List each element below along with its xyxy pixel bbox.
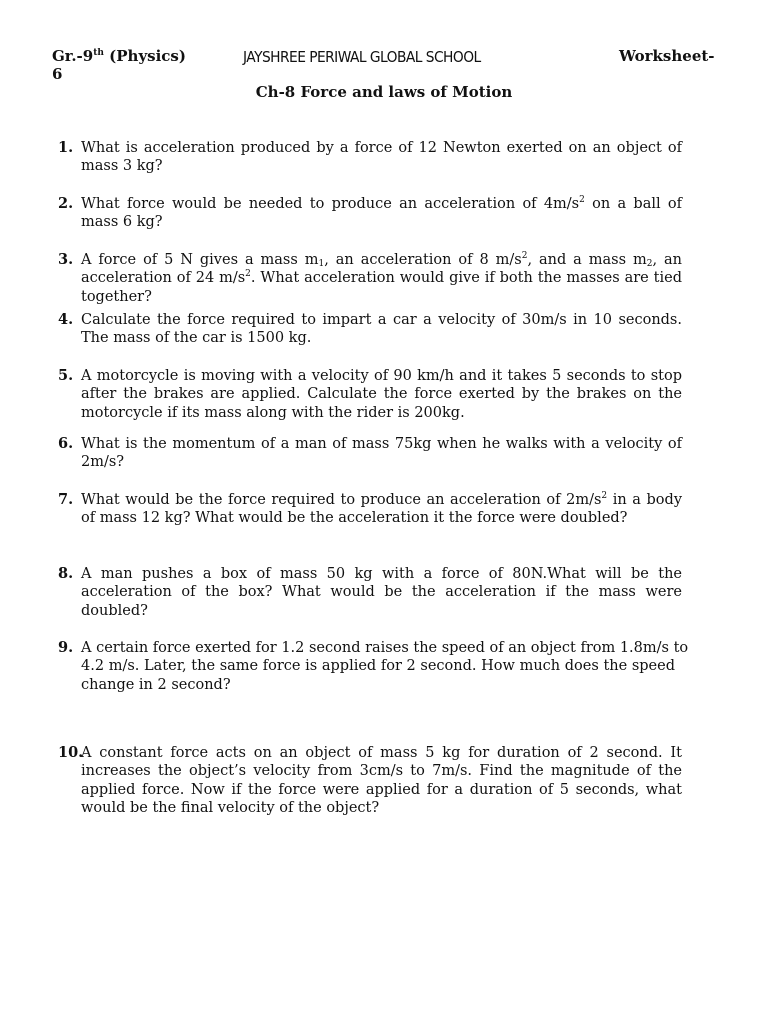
- question-number: 10.: [58, 744, 84, 761]
- question-text-part: Calculate the force required to impart a car a velocity of 30m/s in 10 seconds. The mass of the car is 1500 kg.: [81, 312, 682, 347]
- question-text-part: A man pushes a box of mass 50 kg with a force of 80N.What will be the acceleration of the box? What would be the acceleration if the mass were doubled?: [81, 566, 682, 619]
- question-text-part: , and a mass m: [527, 252, 647, 268]
- question-number: 2.: [58, 195, 74, 212]
- question-text: [81, 139, 682, 176]
- school-name: JAYSHREE PERIWAL GLOBAL SCHOOL: [243, 48, 481, 66]
- question-number: 3.: [58, 251, 74, 268]
- question-text-line: A certain force exerted for 1.2 second raises the speed of an object from 1.8m/s to: [81, 640, 689, 656]
- question-text: [81, 744, 682, 817]
- question-text-part: , an acceleration of 8 m/s: [324, 252, 522, 268]
- question-text: [81, 251, 682, 306]
- question-text: [81, 565, 682, 620]
- question-text: [81, 311, 682, 348]
- question-text-part: What would be the force required to produce an acceleration of 2m/s: [81, 492, 602, 508]
- question-text-part: What is the momentum of a man of mass 75kg when he walks with a velocity of 2m/s?: [81, 436, 682, 471]
- question-text: [81, 195, 682, 232]
- chapter-title: Ch-8 Force and laws of Motion: [255, 83, 513, 101]
- question-text-part: A force of 5 N gives a mass m: [81, 252, 319, 268]
- question-text-part: A constant force acts on an object of mass 5 kg for duration of 2 second. It increases the object’s velocity from 3cm/s to 7m/s. Find the magnitude of the applied force. Now if the force were applied for a duration of 5 seconds, what would be the final velocity of the object?: [81, 745, 682, 816]
- question-number: 5.: [58, 367, 74, 384]
- subscript: 2: [646, 259, 653, 269]
- question-number: 1.: [58, 139, 74, 156]
- question-number: 4.: [58, 311, 74, 328]
- question-text: [81, 435, 682, 472]
- grade-superscript: th: [93, 48, 104, 58]
- question-text-line: 4.2 m/s. Later, the same force is applied for 2 second. How much does the speed change in 2 second?: [81, 658, 675, 693]
- worksheet-number: 6: [52, 65, 63, 83]
- question-text-part: in a body of mass 12 kg? What would be the acceleration it the force were doubled?: [81, 492, 683, 527]
- question-text-part: A motorcycle is moving with a velocity of 90 km/h and it takes 5 seconds to stop after the brakes are applied. Calculate the force exerted by the brakes on the motorcycle if its mass along with the rider is 200kg.: [81, 368, 682, 421]
- question-number: 6.: [58, 435, 74, 452]
- grade-prefix: Gr.-9: [52, 47, 94, 65]
- subscript: 1: [318, 259, 325, 269]
- grade-subject-label: [52, 47, 186, 83]
- question-text-part: What force would be needed to produce an acceleration of 4m/s: [81, 196, 580, 212]
- question-text: [81, 639, 711, 694]
- question-number: 8.: [58, 565, 74, 582]
- superscript: 2: [245, 269, 251, 280]
- superscript: 2: [601, 491, 608, 501]
- question-text-part: , an acceleration of 24 m/s: [81, 252, 682, 287]
- question-number: 7.: [58, 491, 74, 508]
- question-text-part: What is acceleration produced by a force of 12 Newton exerted on an object of mass 3 kg?: [81, 140, 682, 175]
- subject-label: (Physics): [103, 47, 186, 65]
- question-text: [81, 367, 682, 422]
- question-text-part: on a ball of mass 6 kg?: [81, 196, 682, 231]
- superscript: 2: [521, 251, 528, 261]
- worksheet-label: Worksheet-: [619, 47, 715, 65]
- superscript: 2: [579, 195, 585, 205]
- question-number: 9.: [58, 639, 74, 656]
- question-text: [81, 491, 682, 528]
- question-text-part: . What acceleration would give if both the masses are tied together?: [81, 270, 682, 305]
